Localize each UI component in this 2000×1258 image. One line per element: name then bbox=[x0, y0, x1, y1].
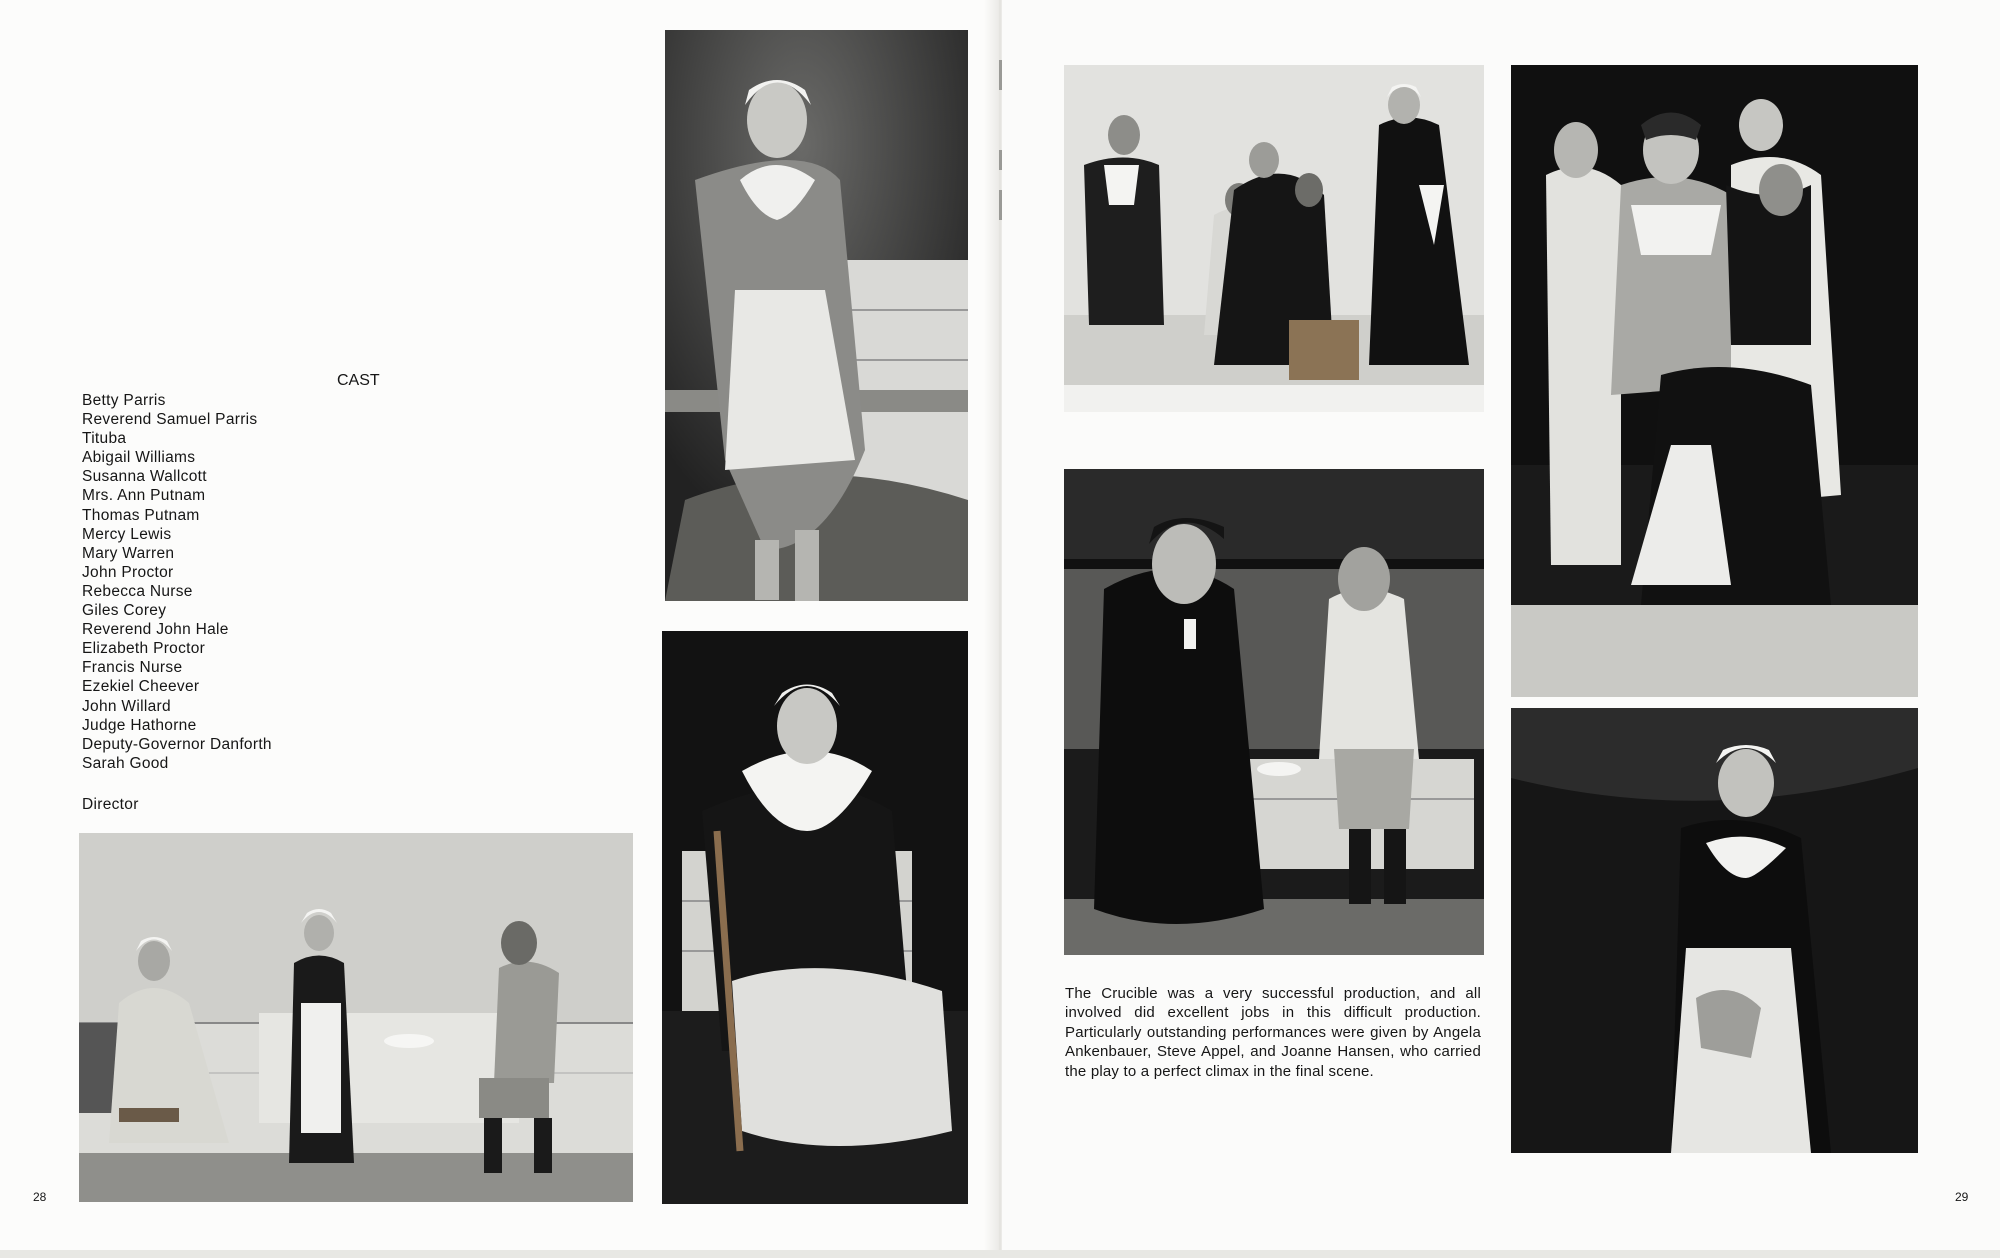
cast-role: John Proctor bbox=[82, 563, 174, 581]
cast-role: Tituba bbox=[82, 430, 127, 448]
page-number-right: 29 bbox=[1955, 1190, 1969, 1204]
cast-role: Judge Hathorne bbox=[82, 716, 197, 734]
page-number-left: 28 bbox=[33, 1190, 47, 1204]
cast-role: Elizabeth Proctor bbox=[82, 640, 206, 658]
cast-label: CAST bbox=[337, 372, 380, 389]
photo-stage-three-actors bbox=[79, 833, 633, 1202]
cast-role: Rebecca Nurse bbox=[82, 582, 193, 600]
cast-role: Francis Nurse bbox=[82, 659, 183, 677]
left-page bbox=[0, 0, 998, 1258]
cast-role: Deputy-Governor Danforth bbox=[82, 735, 272, 753]
director-label: Director bbox=[82, 796, 139, 813]
cast-role: Thomas Putnam bbox=[82, 506, 200, 524]
cast-role: Reverend John Hale bbox=[82, 621, 229, 639]
cast-role: John Willard bbox=[82, 697, 171, 715]
cast-role: Giles Corey bbox=[82, 602, 167, 620]
photo-girl-standing bbox=[1511, 708, 1918, 1153]
cast-role: Ezekiel Cheever bbox=[82, 678, 200, 696]
cast-role: Susanna Wallcott bbox=[82, 468, 207, 486]
photo-girl-with-cane bbox=[662, 631, 968, 1204]
cast-role-list bbox=[82, 391, 342, 773]
cast-role: Betty Parris bbox=[82, 392, 166, 409]
cast-role: Reverend Samuel Parris bbox=[82, 411, 258, 429]
cast-role: Mercy Lewis bbox=[82, 525, 172, 543]
cast-role: Mary Warren bbox=[82, 544, 175, 562]
cast-role: Sarah Good bbox=[82, 754, 169, 772]
cast-role: Abigail Williams bbox=[82, 449, 196, 467]
photo-seated-girl-bench bbox=[665, 30, 968, 601]
photo-two-men-confronting bbox=[1064, 469, 1484, 955]
page-bottom-edge bbox=[0, 1250, 2000, 1258]
photo-caption: The Crucible was a very successful production, and all involved did excellent jobs in this difficult production. Particularly outstanding performances were given by Angela Ankenbauer, Steve Appel, and Joanne Hansen, who carried the play to a perfect climax in the final scene. bbox=[1065, 985, 1481, 1080]
photo-group-five-actors bbox=[1064, 65, 1484, 412]
photo-group-of-girls bbox=[1511, 65, 1918, 697]
cast-role: Mrs. Ann Putnam bbox=[82, 487, 206, 505]
